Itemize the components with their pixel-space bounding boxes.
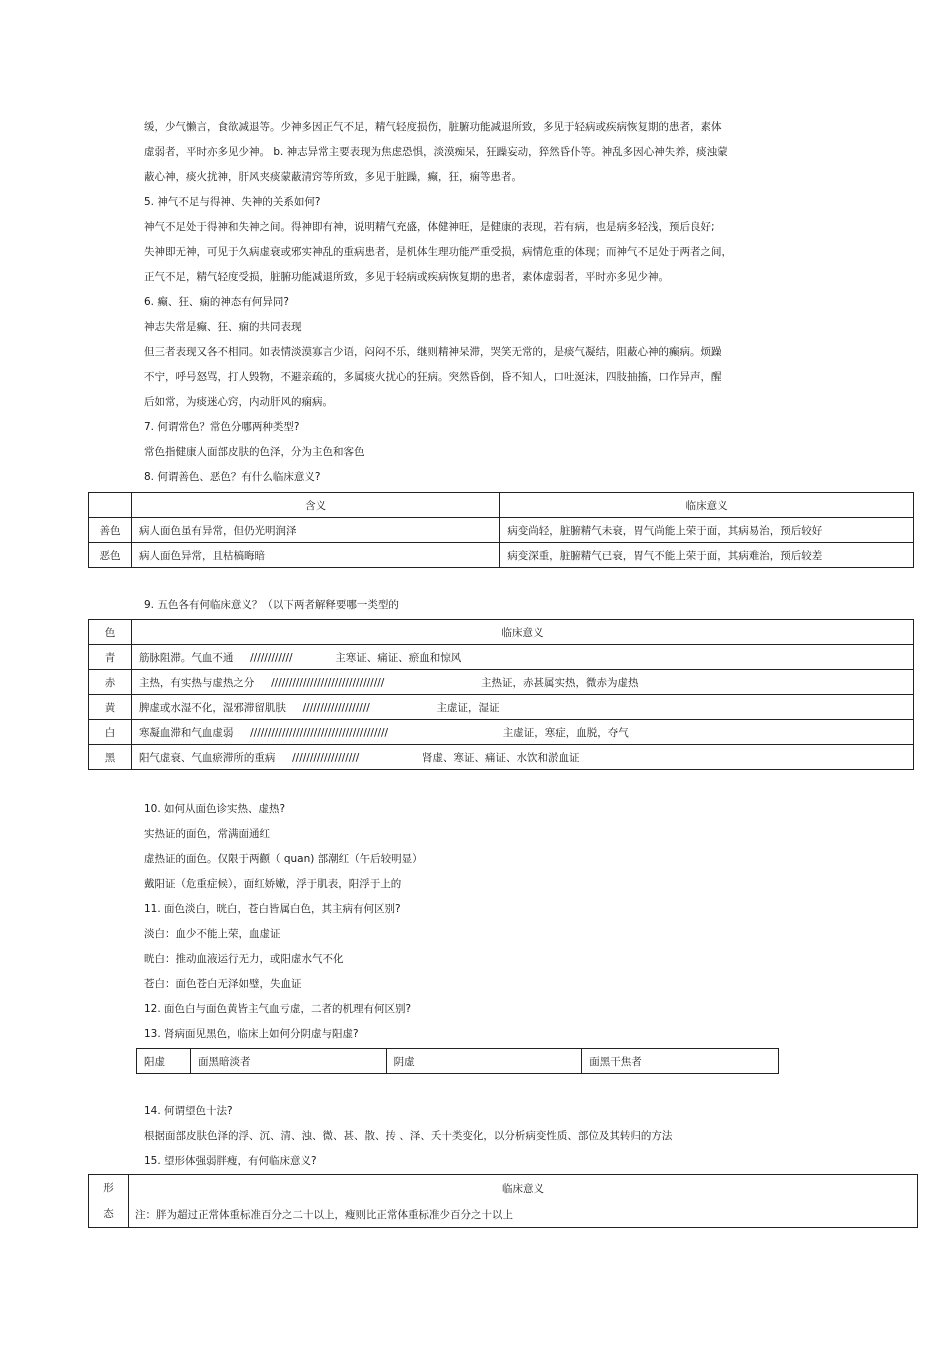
- table-cell: 病变深重，脏腑精气已衰，胃气不能上荣于面，其病难治，预后较差: [500, 543, 914, 568]
- text-line: 正气不足，精气轻度受损，脏腑功能减退所致，多见于轻病或疾病恢复期的患者，素体虚弱者，平时亦多见少神。: [144, 271, 669, 283]
- question-13: 13. 肾病面见黑色，临床上如何分阴虚与阳虚?: [144, 1028, 359, 1040]
- cell-text: 筋脉阻滞。气血不通: [138, 651, 234, 664]
- table-header-row: [89, 493, 914, 518]
- table-cell: 恶色: [89, 543, 132, 568]
- text-line: 缓，少气懒言，食欲减退等。少神多因正气不足，精气轻度损伤，脏腑功能减退所致，多见于轻病或疾病恢复期的患者，素体: [144, 121, 722, 133]
- table-cell: 黑: [89, 745, 132, 770]
- cell-text: 态: [103, 1208, 114, 1220]
- table-header-cell: 临床意义: [128, 1175, 917, 1202]
- table-header-cell: 临床意义: [131, 620, 913, 645]
- table-header-cell: 色: [89, 620, 132, 645]
- question-12: 12. 面色白与面色黄皆主气血亏虚，二者的机理有何区别?: [144, 1003, 412, 1015]
- table-cell: [131, 745, 913, 770]
- text-line: 淡白：血少不能上荣，血虚证: [144, 928, 281, 940]
- table-cell: 注：胖为超过正常体重标准百分之二十以上，瘦则比正常体重标准少百分之十以上: [128, 1201, 917, 1228]
- table-cell: 面黑暗淡者: [190, 1049, 386, 1074]
- cell-text: 形: [103, 1182, 114, 1194]
- text-line: 虚热证的面色。仅限于两颧（ quan) 部潮红（午后较明显）: [144, 853, 423, 865]
- slash-marks: ///////////////////////////////////////: [250, 726, 389, 739]
- table-row: [89, 720, 914, 745]
- text-line: 戴阳证（危重症候），面红娇嫩，浮于肌表，阳浮于上的: [144, 878, 402, 890]
- table-cell: [89, 1175, 129, 1228]
- cell-text: 肾虚、寒证、痛证、水饮和淤血证: [422, 751, 580, 764]
- table-cell: 善色: [89, 518, 132, 543]
- text-line: 失神即无神，可见于久病虚衰或邪实神乱的重病患者，是机体生理功能严重受损，病情危重的体现；而神气不足处于两者之间，: [144, 246, 732, 258]
- table-cell: 阳虚: [137, 1049, 191, 1074]
- text-line: 虚弱者，平时亦多见少神。 b. 神志异常主要表现为焦虑恐惧，淡漠痴呆，狂躁妄动，猝然昏仆等。神乱多因心神失养，痰浊蒙: [144, 146, 728, 158]
- text-line: 不宁，呼号怒骂，打人毁物，不避亲疏的，多属痰火扰心的狂病。突然昏倒，昏不知人，口吐涎沫，四肢抽搐，口作异声，醒: [144, 371, 722, 383]
- table-cell: [131, 720, 913, 745]
- table-cell: 病人面色虽有异常，但仍光明润泽: [131, 518, 499, 543]
- table-cell: 病人面色异常，且枯槁晦暗: [131, 543, 499, 568]
- question-6: 6. 癫、狂、痫的神态有何异同?: [144, 296, 289, 308]
- table-header-row: [89, 620, 914, 645]
- question-10: 10. 如何从面色诊实热、虚热?: [144, 803, 286, 815]
- text-line: 蔽心神，痰火扰神，肝风夹痰蒙蔽清窍等所致，多见于脏躁，癫，狂，痫等患者。: [144, 171, 522, 183]
- table-cell: 面黑干焦者: [582, 1049, 779, 1074]
- cell-text: 主虚证，寒症，血脱，夺气: [502, 726, 629, 739]
- cell-text: 脾虚或水湿不化，湿邪滞留肌肤: [138, 701, 286, 714]
- table-row: [89, 645, 914, 670]
- text-line: 后如常，为痰迷心窍，内动肝风的痫病。: [144, 396, 333, 408]
- table-five-colors: [88, 619, 914, 770]
- table-cell: 青: [89, 645, 132, 670]
- table-cell: 病变尚轻，脏腑精气未衰，胃气尚能上荣于面，其病易治，预后较好: [500, 518, 914, 543]
- cell-text: 主热，有实热与虚热之分: [138, 676, 255, 689]
- table-row: [89, 670, 914, 695]
- cell-text: 主寒证、痛证、瘀血和惊风: [335, 651, 462, 664]
- table-cell: 黄: [89, 695, 132, 720]
- question-15: 15. 望形体强弱胖瘦，有何临床意义?: [144, 1155, 317, 1167]
- question-14: 14. 何谓望色十法?: [144, 1105, 233, 1117]
- text-line: 晄白：推动血液运行无力，或阳虚水气不化: [144, 953, 344, 965]
- table-body-shape: [88, 1174, 918, 1228]
- slash-marks: ////////////////////////////////: [271, 676, 385, 689]
- table-header-cell: 临床意义: [500, 493, 914, 518]
- cell-text: 寒凝血滞和气血虚弱: [138, 726, 234, 739]
- table-cell: 阴虚: [386, 1049, 582, 1074]
- table-cell: 白: [89, 720, 132, 745]
- question-5: 5. 神气不足与得神、失神的关系如何?: [144, 196, 321, 208]
- table-row: [137, 1049, 779, 1074]
- cell-text: 阳气虚衰、气血瘀滞所的重病: [138, 751, 276, 764]
- slash-marks: ///////////////////: [292, 751, 360, 764]
- slash-marks: ////////////: [250, 651, 293, 664]
- table-row: [89, 518, 914, 543]
- text-line: 实热证的面色，常满面通红: [144, 828, 270, 840]
- text-line: 神志失常是癫、狂、痫的共同表现: [144, 321, 302, 333]
- table-cell: [131, 645, 913, 670]
- text-line: 苍白：面色苍白无泽如璧，失血证: [144, 978, 302, 990]
- question-8: 8. 何谓善色、恶色？有什么临床意义?: [144, 471, 321, 483]
- table-row: [89, 543, 914, 568]
- table-row: [89, 695, 914, 720]
- table-row: [89, 1201, 918, 1228]
- cell-text: 主虚证，湿证: [436, 701, 500, 714]
- table-header-cell: 含义: [131, 493, 499, 518]
- question-7: 7. 何谓常色？常色分哪两种类型?: [144, 421, 300, 433]
- table-yin-yang-deficiency: [136, 1048, 779, 1074]
- table-row: [89, 745, 914, 770]
- text-line: 常色指健康人面部皮肤的色泽，分为主色和客色: [144, 446, 365, 458]
- question-11: 11. 面色淡白，晄白，苍白皆属白色，其主病有何区别?: [144, 903, 401, 915]
- table-cell: [131, 670, 913, 695]
- table-good-bad-color: [88, 492, 914, 568]
- table-header-cell: [89, 493, 132, 518]
- text-line: 根据面部皮肤色泽的浮、沉、清、浊、微、甚、散、抟 、泽、夭十类变化，以分析病变性质、部位及其转归的方法: [144, 1130, 673, 1142]
- table-row: [89, 1175, 918, 1202]
- table-cell: 赤: [89, 670, 132, 695]
- cell-text: 主热证，赤甚属实热，微赤为虚热: [481, 676, 639, 689]
- slash-marks: ///////////////////: [302, 701, 370, 714]
- text-line: 神气不足处于得神和失神之间。得神即有神，说明精气充盛，体健神旺，是健康的表现，若有病，也是病多轻浅，预后良好;: [144, 221, 715, 233]
- text-line: 但三者表现又各不相同。如表情淡漠寡言少语，闷闷不乐，继则精神呆滞，哭笑无常的，是痰气凝结，阻蔽心神的癫病。烦躁: [144, 346, 722, 358]
- table-cell: [131, 695, 913, 720]
- question-9: 9. 五色各有何临床意义？（以下两者解释要哪一类型的: [144, 599, 399, 611]
